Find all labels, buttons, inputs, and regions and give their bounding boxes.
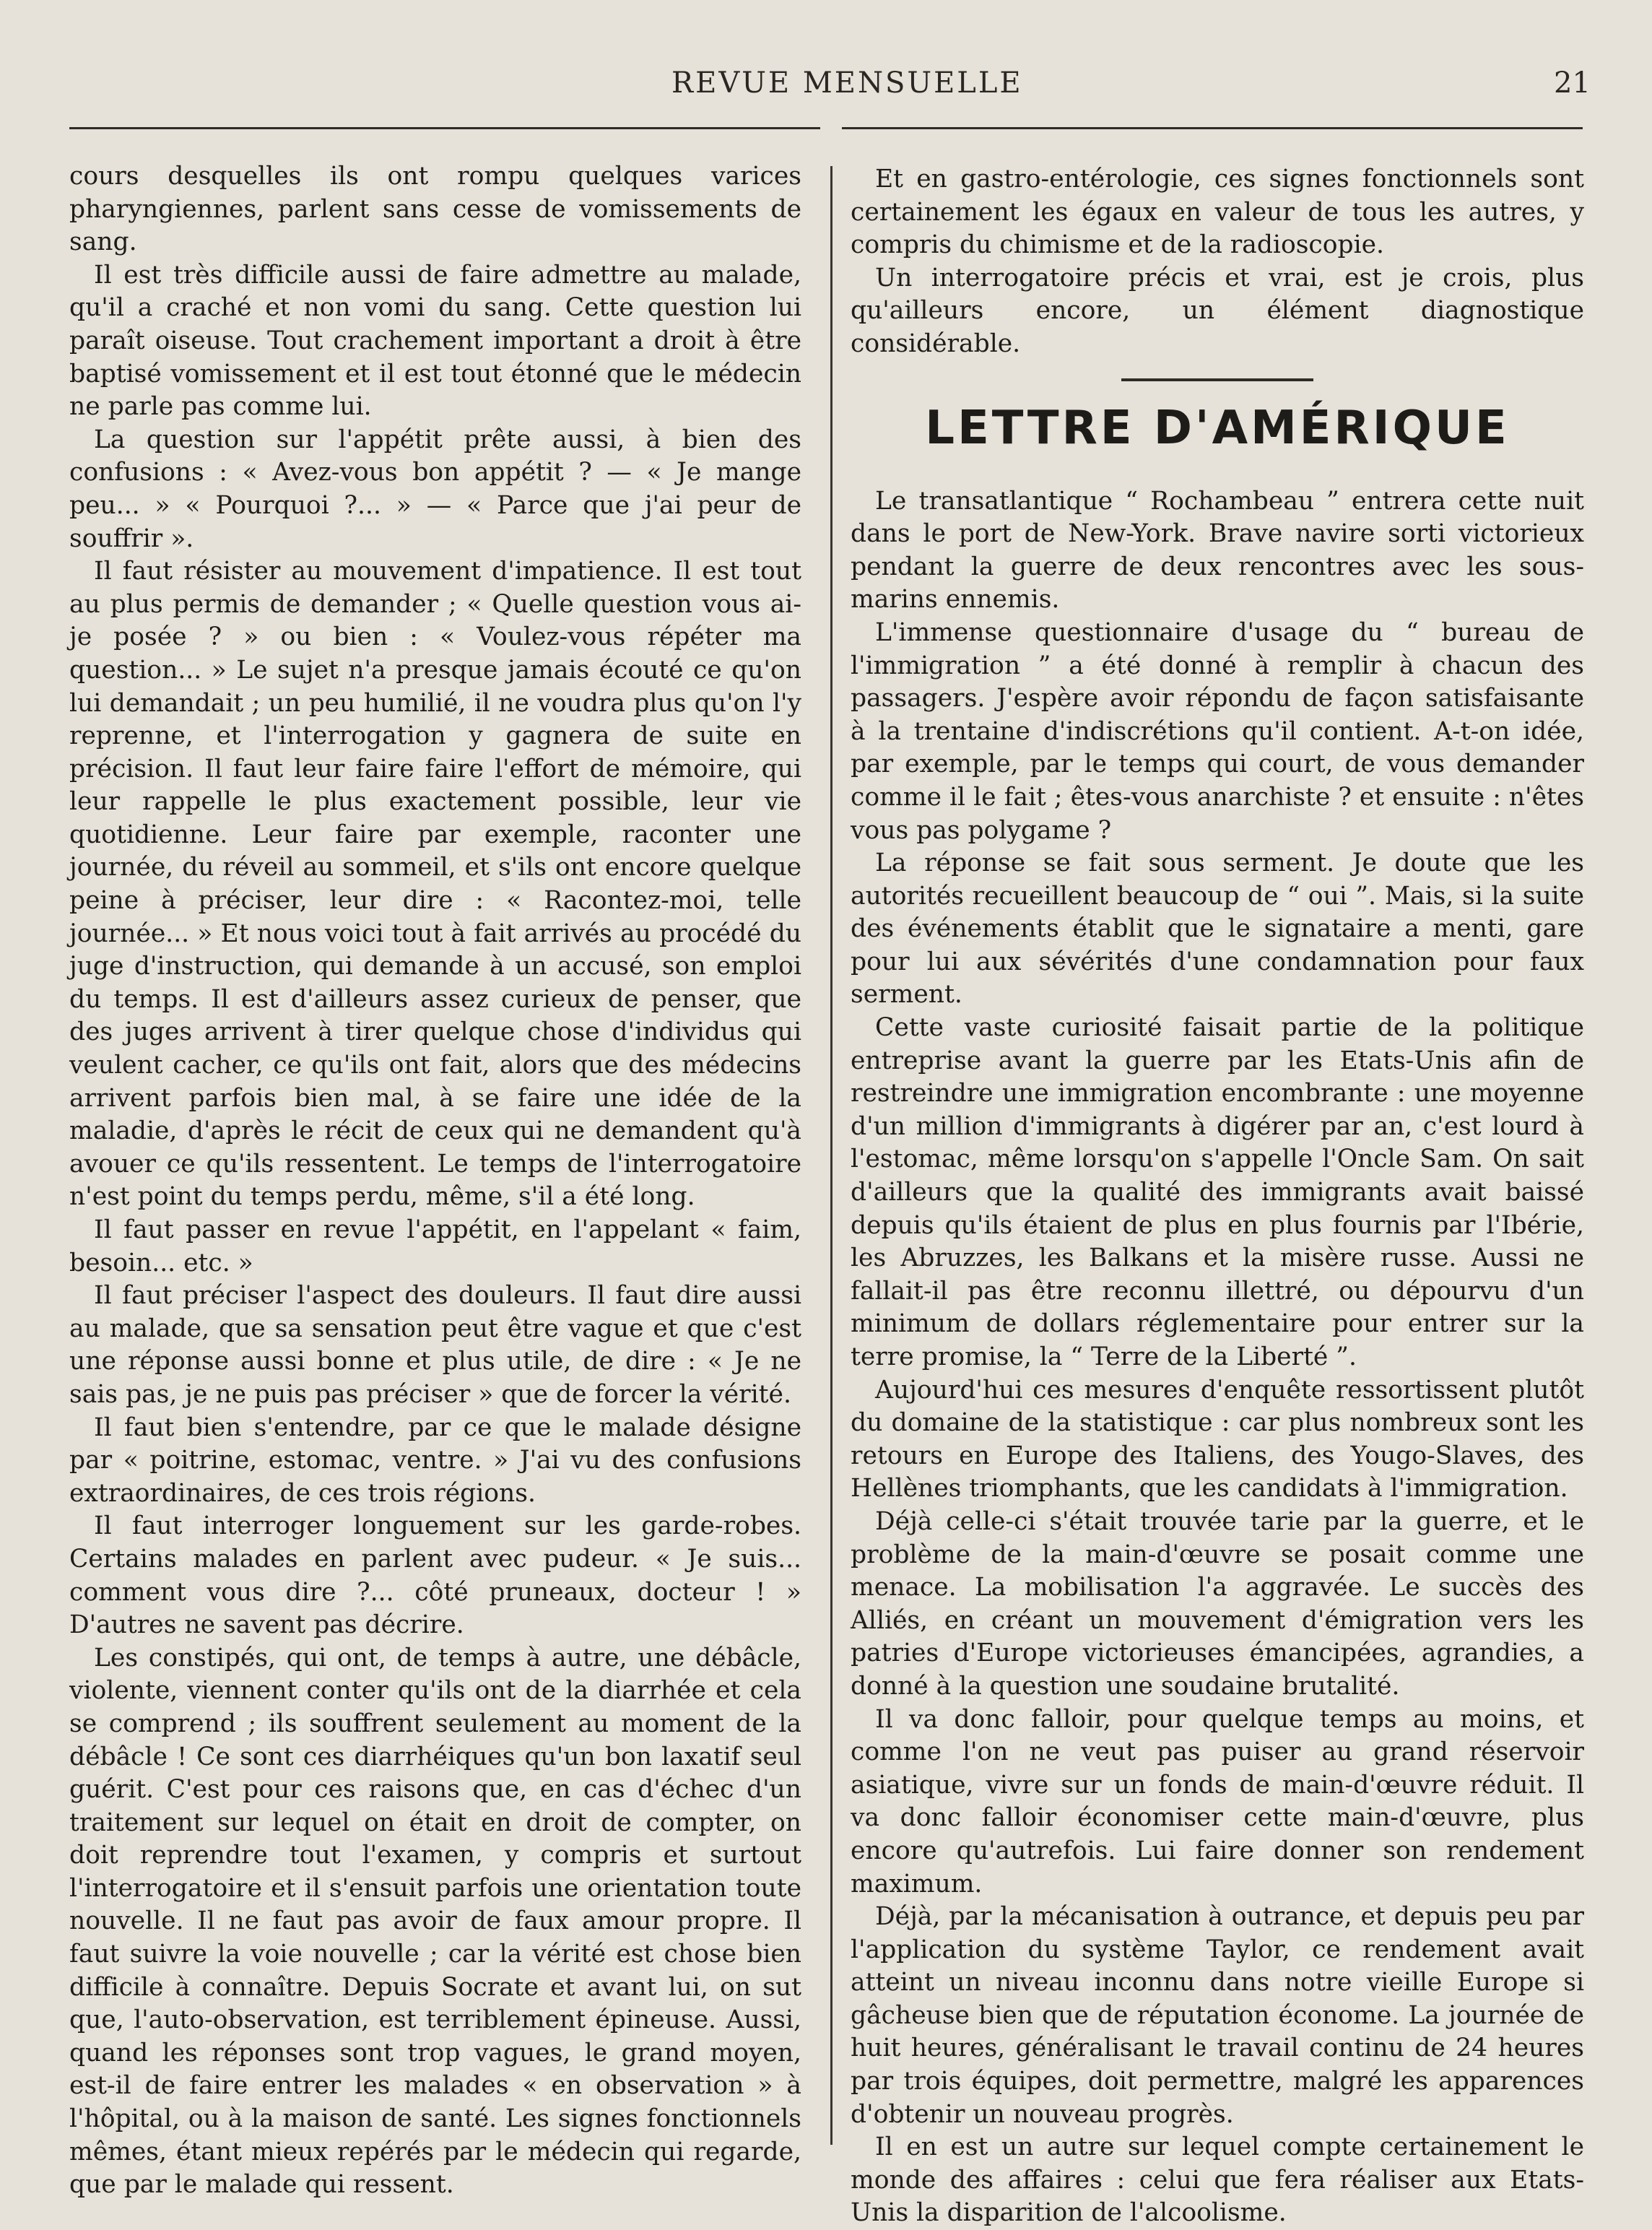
paragraph: Il faut passer en revue l'appétit, en l'appelant « faim, besoin... etc. » bbox=[69, 1215, 801, 1277]
paragraph: L'immense questionnaire d'usage du “ bureau de l'immigration ” a été donné à remplir à chacun des passagers. J'espère avoir répondu de façon satisfaisante à la trentaine d'indiscrétions qu'il contient. A-t-on idée, par exemple, par le temps qui court, de vous demander comme il le fait ; êtes-vous anarchiste ? et ensuite : n'êtes vous pas polygame ? bbox=[851, 617, 1584, 845]
paragraph: Les constipés, qui ont, de temps à autre, une débâcle, violente, viennent conter qu'ils ont de la diarrhée et cela se comprend ; ils souffrent seulement au moment de la débâcle ! Ce sont ces diarrhéiques qu'un bon laxatif seul guérit. C'est pour ces raisons que, en cas d'échec d'un traitement sur lequel on était en droit de compter, on doit reprendre tout l'examen, y compris et surtout l'interrogatoire et il s'ensuit parfois une orientation toute nouvelle. Il ne faut pas avoir de faux amour propre. Il faut suivre la voie nouvelle ; car la vérité est chose bien difficile à connaître. Depuis Socrate et avant lui, on sut que, l'auto-observation, est terriblement épineuse. Aussi, quand les réponses sont trop vagues, le grand moyen, est-il de faire entrer les malades « en observation » à l'hôpital, ou à la maison de santé. Les signes fonctionnels mêmes, étant mieux repérés par le médecin qui regarde, que par le malade qui ressent. bbox=[69, 1643, 801, 2200]
right-column bbox=[851, 163, 1584, 2230]
paragraph: Il est très difficile aussi de faire admettre au malade, qu'il a craché et non vomi du sang. Cette question lui paraît oiseuse. Tout crachement important a droit à être baptisé vomissement et il est tout étonné que le médecin ne parle pas comme lui. bbox=[69, 260, 801, 422]
paragraph: Le transatlantique “ Rochambeau ” entrera cette nuit dans le port de New-York. Brave navire sorti victorieux pendant la guerre de deux rencontres avec les sous-marins ennemis. bbox=[851, 486, 1584, 615]
page-number: 21 bbox=[1554, 66, 1591, 100]
paragraph: cours desquelles ils ont rompu quelques varices pharyngiennes, parlent sans cesse de vomissements de sang. bbox=[69, 162, 801, 257]
paragraph: Déjà, par la mécanisation à outrance, et depuis peu par l'application du système Taylor, ce rendement avait atteint un niveau inconnu dans notre vieille Europe si gâcheuse bien que de réputation économe. La journée de huit heures, généralisant le travail continu de 24 heures par trois équipes, doit permettre, malgré les apparences d'obtenir un nouveau progrès. bbox=[851, 1902, 1584, 2129]
paragraph: La question sur l'appétit prête aussi, à bien des confusions : « Avez-vous bon appétit ? — « Je mange peu... » « Pourquoi ?... » — « Parce que j'ai peur de souffrir ». bbox=[69, 425, 801, 553]
paragraph: Il faut bien s'entendre, par ce que le malade désigne par « poitrine, estomac, ventre. » J'ai vu des confusions extraordinaires, de ces trois régions. bbox=[69, 1413, 801, 1508]
paragraph: La réponse se fait sous serment. Je doute que les autorités recueillent beaucoup de “ oui ”. Mais, si la suite des événements établit que le signataire a menti, gare pour lui aux sévérités d'une condamnation pour faux serment. bbox=[851, 849, 1584, 1010]
left-column bbox=[69, 160, 801, 2202]
paragraph: Déjà celle-ci s'était trouvée tarie par la guerre, et le problème de la main-d'œuvre se posait comme une menace. La mobilisation l'a aggravée. Le succès des Alliés, en créant un mouvement d'émigration vers les patries d'Europe victorieuses émancipées, agrandies, a donné à la question une soudaine brutalité. bbox=[851, 1506, 1584, 1701]
header-rule-right bbox=[842, 127, 1583, 129]
header-rule-left bbox=[69, 127, 820, 129]
paragraph: Il faut résister au mouvement d'impatience. Il est tout au plus permis de demander ; « Quelle question vous ai-je posée ? » ou bien : « Voulez-vous répéter ma question... » Le sujet n'a presque jamais écouté ce qu'on lui demandait ; un peu humilié, il ne voudra plus qu'on l'y reprenne, et l'interrogation y gagnera de suite en précision. Il faut leur faire faire l'effort de mémoire, qui leur rappelle le plus exactement possible, leur vie quotidienne. Leur faire par exemple, raconter une journée, du réveil au sommeil, et s'ils ont encore quelque peine à préciser, leur dire : « Racontez-moi, telle journée... » Et nous voici tout à fait arrivés au procédé du juge d'instruction, qui demande à un accusé, son emploi du temps. Il est d'ailleurs assez curieux de penser, que des juges arrivent à tirer quelque chose d'individus qui veulent cacher, ce qu'ils ont fait, alors que des médecins arrivent parfois bien mal, à se faire une idée de la maladie, d'après le récit de ceux qui ne demandent qu'à avouer ce qu'ils ressentent. Le temps de l'interrogatoire n'est point du temps perdu, même, s'il a été long. bbox=[69, 557, 801, 1212]
paragraph: Un interrogatoire précis et vrai, est je crois, plus qu'ailleurs encore, un élément diagnostique considérable. bbox=[851, 263, 1584, 358]
paragraph: Il en est un autre sur lequel compte certainement le monde des affaires : celui que fera réaliser aux Etats-Unis la disparition de l'alcoolisme. bbox=[851, 2133, 1584, 2228]
title-rule bbox=[1121, 378, 1313, 381]
paragraph: Il va donc falloir, pour quelque temps au moins, et comme l'on ne veut pas puiser au grand réservoir asiatique, vivre sur un fonds de main-d'œuvre réduit. Il va donc falloir économiser cette main-d'œuvre, plus encore qu'autrefois. Lui faire donner son rendement maximum. bbox=[851, 1704, 1584, 1899]
paragraph: Aujourd'hui ces mesures d'enquête ressortissent plutôt du domaine de la statistique : car plus nombreux sont les retours en Europe des Italiens, des Yougo-Slaves, des Hellènes triomphants, que les candidats à l'immigration. bbox=[851, 1375, 1584, 1504]
article-title: LETTRE D'AMÉRIQUE bbox=[925, 401, 1510, 455]
column-divider bbox=[830, 166, 832, 2145]
paragraph: Cette vaste curiosité faisait partie de la politique entreprise avant la guerre par les Etats-Unis afin de restreindre une immigration encombrante : une moyenne d'un million d'immigrants à digérer par an, c'est lourd à l'estomac, même lorsqu'on s'appelle l'Oncle Sam. On sait d'ailleurs que la qualité des immigrants avait baissé depuis qu'ils étaient de plus en plus fournis par l'Ibérie, les Abruzzes, les Balkans et la misère russe. Aussi ne fallait-il pas être reconnu illettré, ou dépourvu d'un minimum de dollars réglementaire pour entrer sur la terre promise, la “ Terre de la Liberté ”. bbox=[851, 1013, 1584, 1371]
paragraph: Et en gastro-entérologie, ces signes fonctionnels sont certainement les égaux en valeur de tous les autres, y compris du chimisme et de la radioscopie. bbox=[851, 165, 1584, 260]
running-title: REVUE MENSUELLE bbox=[671, 66, 1023, 100]
paragraph: Il faut préciser l'aspect des douleurs. Il faut dire aussi au malade, que sa sensation peut être vague et que c'est une réponse aussi bonne et plus utile, de dire : « Je ne sais pas, je ne puis pas préciser » que de forcer la vérité. bbox=[69, 1281, 801, 1409]
paragraph: Il faut interroger longuement sur les garde-robes. Certains malades en parlent avec pudeur. « Je suis... comment vous dire ?... côté pruneaux, docteur ! » D'autres ne savent pas décrire. bbox=[69, 1511, 801, 1640]
